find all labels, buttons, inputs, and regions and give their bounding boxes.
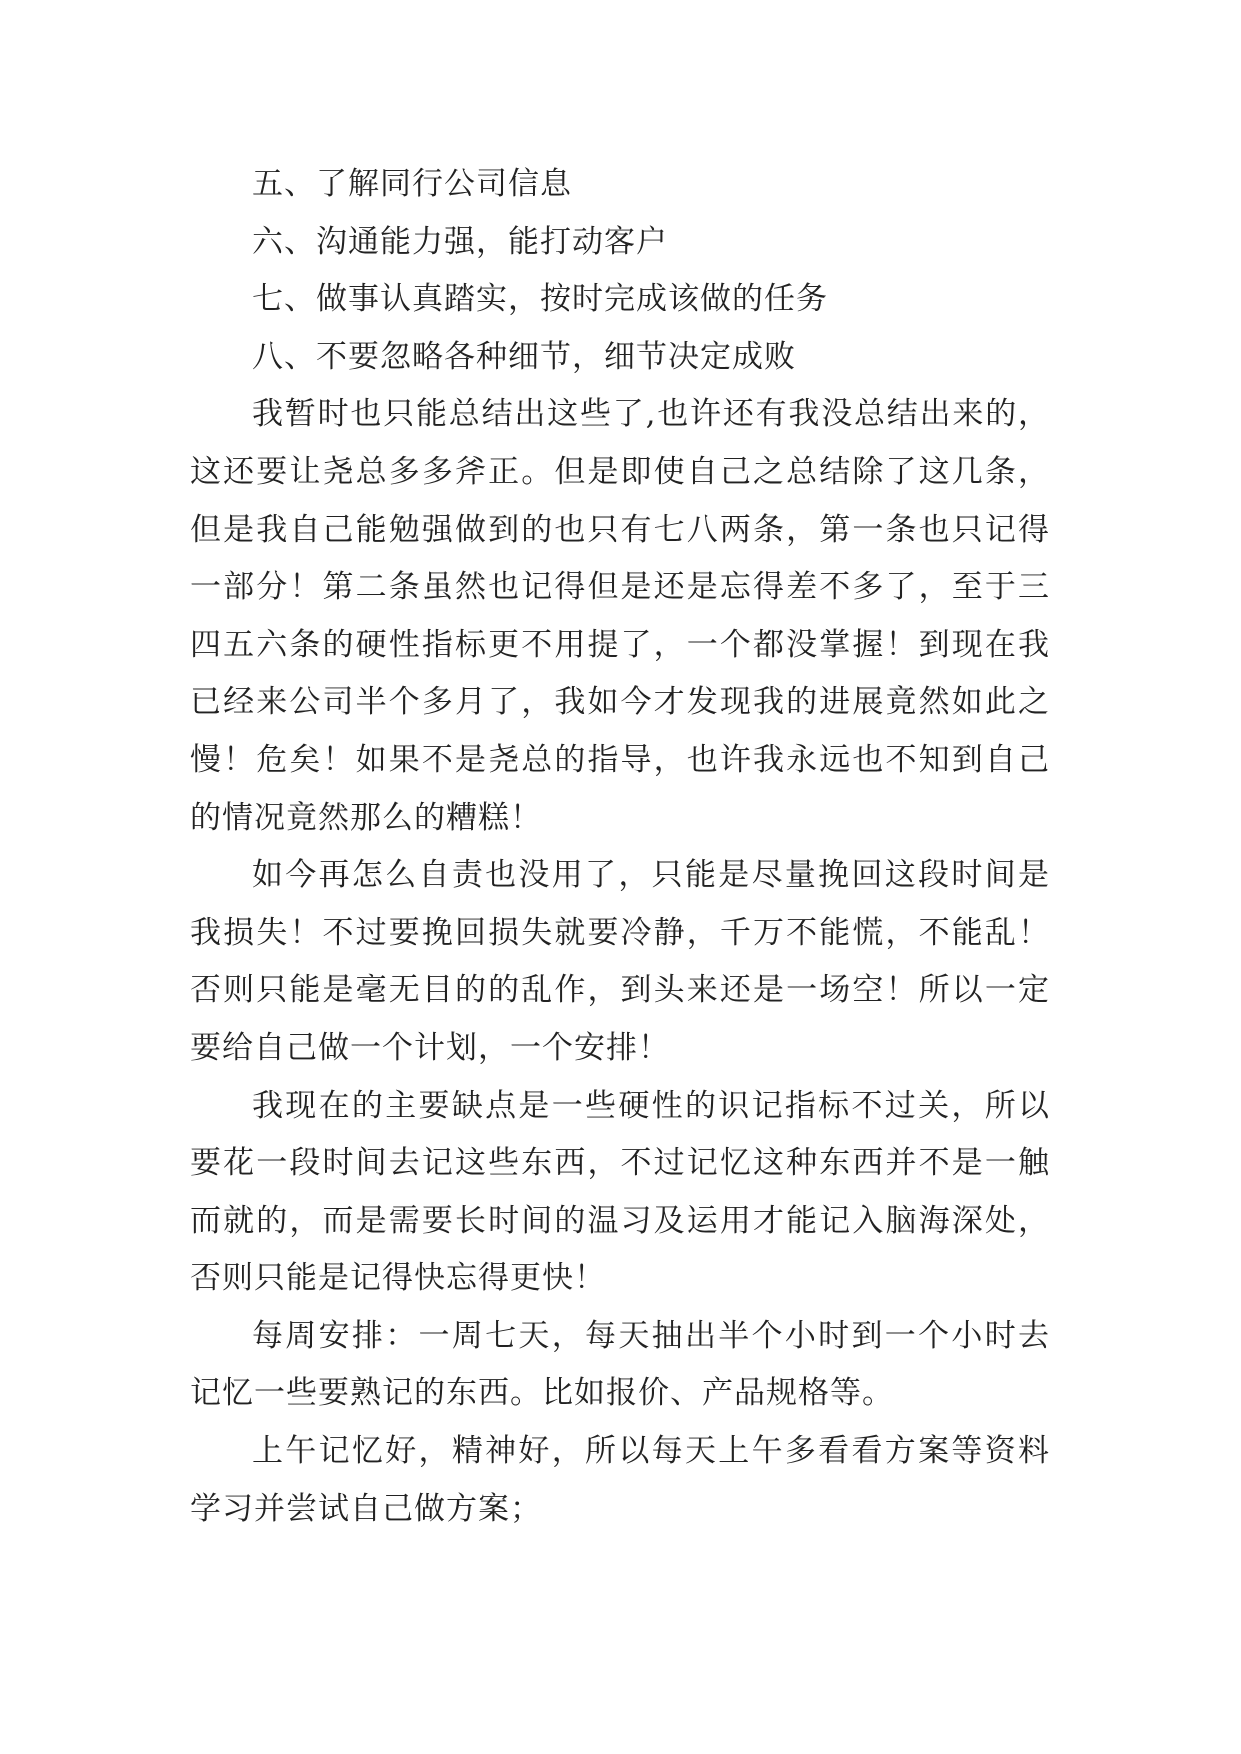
- list-item-6: 六、沟通能力强，能打动客户: [252, 223, 668, 260]
- document-body: [190, 156, 1050, 1538]
- paragraph-morning-plan: 上午记忆好，精神好，所以每天上午多看看方案等资料学习并尝试自己做方案；: [190, 1433, 1050, 1527]
- paragraph-weakness: 我现在的主要缺点是一些硬性的识记指标不过关，所以要花一段时间去记这些东西，不过记忆这种东西并不是一触而就的，而是需要长时间的温习及运用才能记入脑海深处，否则只能是记得快忘得更快！: [190, 1087, 1050, 1297]
- paragraph-weekly-plan: 每周安排：一周七天，每天抽出半个小时到一个小时去记忆一些要熟记的东西。比如报价、产品规格等。: [190, 1317, 1050, 1412]
- paragraph-reflection: 如今再怎么自责也没用了，只能是尽量挽回这段时间是我损失！不过要挽回损失就要冷静，千万不能慌，不能乱！否则只能是毫无目的的乱作，到头来还是一场空！所以一定要给自己做一个计划，一个安排！: [190, 857, 1050, 1066]
- list-item-7: 七、做事认真踏实，按时完成该做的任务: [252, 281, 828, 318]
- list-item-8: 八、不要忽略各种细节，细节决定成败: [252, 338, 796, 375]
- list-item-5: 五、了解同行公司信息: [252, 166, 572, 202]
- paragraph-summary: 我暂时也只能总结出这些了,也许还有我没总结出来的，这还要让尧总多多斧正。但是即使自己之总结除了这几条，但是我自己能勉强做到的也只有七八两条，第一条也只记得一部分！第二条虽然也记得但是还是忘得差不多了，至于三四五六条的硬性指标更不用提了，一个都没掌握！到现在我已经来公司半个多月了，我如今才发现我的进展竟然如此之慢！危矣！如果不是尧总的指导，也许我永远也不知到自己的情况竟然那么的糟糕！: [190, 396, 1050, 836]
